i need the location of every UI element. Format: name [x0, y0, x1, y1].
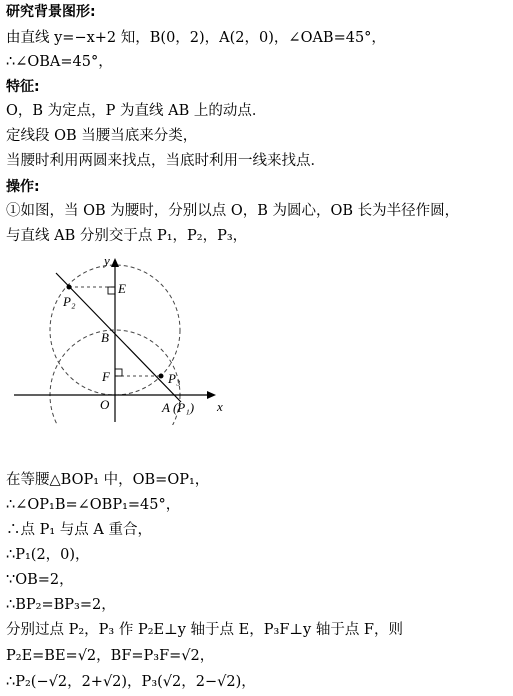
text-line: ∴BP₂=BP₃=2， [6, 597, 116, 613]
text-line: 定线段 OB 当腰当底来分类， [6, 128, 198, 144]
text-line: 当腰时利用两圆来找点，当底时利用一线来找点． [6, 153, 325, 169]
text-line: ∴P₁(2，0)， [6, 547, 90, 563]
text-line: P₂E=BE=√2，BF=P₃F=√2， [6, 648, 215, 664]
text-line: ∴∠OP₁B=∠OBP₁=45°， [6, 497, 181, 513]
text-line: ∴∠OBA=45°， [6, 54, 113, 70]
y-axis-arrow-icon [111, 258, 119, 267]
text-line: ∵OB=2， [6, 572, 74, 588]
y-axis-label: y [104, 253, 110, 268]
right-angle-e [108, 287, 115, 294]
right-angle-f [115, 369, 122, 376]
x-axis-label: x [217, 399, 223, 414]
label-b: B [101, 330, 109, 345]
text-line: ①如图，当 OB 为腰时，分别以点 O，B 为圆心，OB 长为半径作圆， [6, 203, 460, 219]
label-p3: P₃ [168, 371, 181, 386]
label-a-p1: A (P₁) [162, 400, 195, 415]
text-line: ∴点 P₁ 与点 A 重合， [6, 522, 152, 538]
point-p3 [159, 374, 164, 379]
text-line: 与直线 AB 分别交于点 P₁，P₂，P₃， [6, 228, 248, 244]
heading-features: 特征: [6, 79, 40, 95]
heading-background: 研究背景图形: [6, 4, 96, 20]
label-p2: P₂ [63, 294, 76, 309]
text-line: 由直线 y=−x+2 知，B(0，2)，A(2，0)，∠OAB=45°， [6, 30, 386, 46]
text-line: ∴P₂(−√2，2+√2)，P₃(√2，2−√2)， [6, 674, 256, 690]
point-p2 [67, 285, 72, 290]
label-e: E [118, 281, 126, 296]
x-axis-arrow-icon [207, 391, 216, 399]
text-line: 在等腰△BOP₁ 中，OB=OP₁， [6, 472, 210, 488]
label-o: O [100, 397, 110, 412]
text-line: O，B 为定点，P 为直线 AB 上的动点． [6, 103, 267, 119]
geometry-figure [0, 250, 260, 425]
label-f: F [102, 369, 110, 384]
text-line: 分别过点 P₂，P₃ 作 P₂E⊥y 轴于点 E，P₃F⊥y 轴于点 F，则 [6, 622, 403, 638]
heading-operation: 操作: [6, 179, 40, 195]
